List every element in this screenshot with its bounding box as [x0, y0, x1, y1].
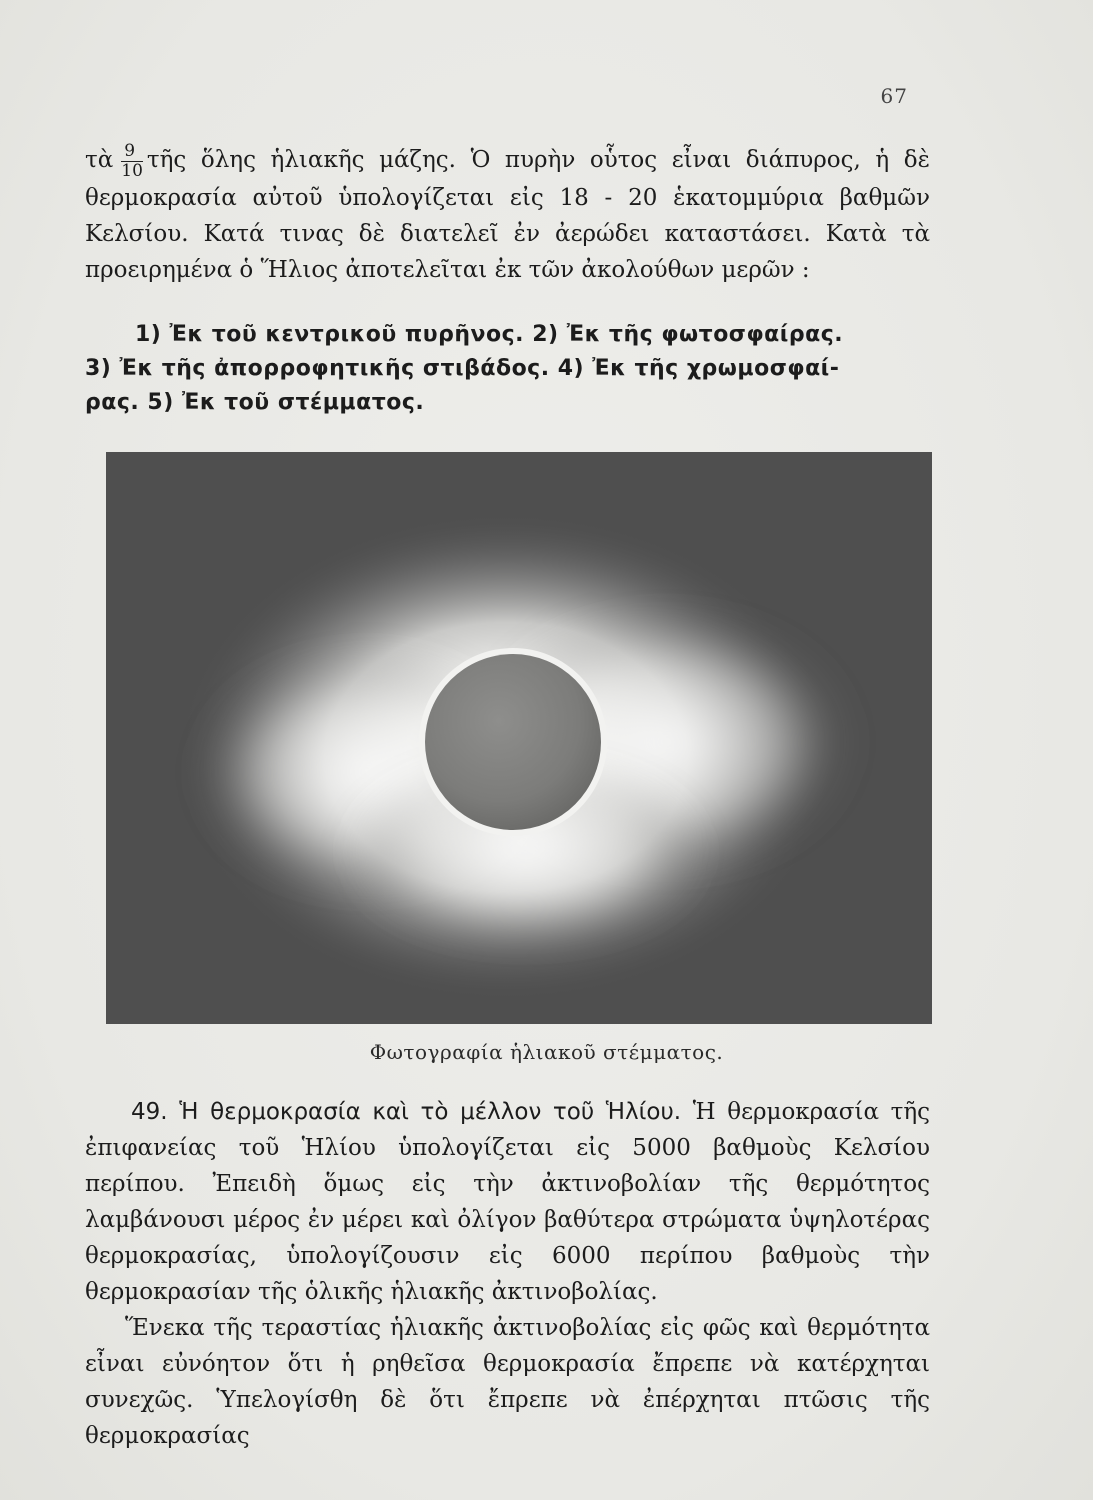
moon-disc [425, 654, 601, 830]
section-number: 49. [131, 1099, 168, 1125]
sun-parts-list [85, 318, 930, 420]
section-text: Ἡ θερμοκρασία τῆς ἐπιφανείας τοῦ Ἡλίου ὑπολογίζεται εἰς 5000 βαθμοὺς Κελσίου περίπου. Ἐπειδὴ ὅμως εἰς τὴν ἀκτινοβολίαν τῆς θερμότητος λαμβάνουσι μέρος ἐν μέρει καὶ ὀλίγον βαθύτερα στρώματα ὑψηλοτέρας θερμοκρασίας, ὑπολογίζουσιν εἰς 6000 περίπου βαθμοὺς τὴν θερμοκρασίαν τῆς ὁλικῆς ἡλιακῆς ἀκτινοβολίας. [85, 1099, 931, 1305]
page-number: 67 [880, 84, 908, 108]
sun-parts-line-1: 1) Ἐκ τοῦ κεντρικοῦ πυρῆνος. 2) Ἐκ τῆς φωτοσφαίρας. [135, 322, 844, 347]
solar-corona-photograph [106, 452, 932, 1024]
intro-lead: τὰ [85, 147, 114, 173]
figure-caption: Φωτογραφία ἡλιακοῦ στέμματος. [369, 1040, 724, 1064]
fraction-numerator: 9 [121, 143, 143, 162]
fraction-denominator: 10 [121, 160, 143, 181]
section-49-paragraph-2 [85, 1310, 930, 1454]
sun-parts-line-2: 3) Ἐκ τῆς ἀπορροφητικῆς στιβάδος. 4) Ἐκ τῆς χρωμοσφαί- [85, 356, 840, 381]
section-heading: Ἡ θερμοκρασία καὶ τὸ μέλλον τοῦ Ἡλίου. [179, 1099, 682, 1125]
intro-text: τῆς ὅλης ἡλιακῆς μάζης. Ὁ πυρὴν οὗτος εἶναι διάπυρος, ἡ δὲ θερμοκρασία αὐτοῦ ὑπολογίζεται εἰς 18 - 20 ἑκατομμύρια βαθμῶν Κελσίου. Κατά τινας δὲ διατελεῖ ἐν ἀερώδει καταστάσει. Κατὰ τὰ προειρημένα ὁ Ἥλιος ἀποτελεῖται ἐκ τῶν ἀκολούθων μερῶν : [85, 147, 930, 283]
fraction [121, 140, 143, 181]
section-49-paragraph [85, 1094, 930, 1310]
section-text-2: Ἕνεκα τῆς τεραστίας ἡλιακῆς ἀκτινοβολίας εἰς φῶς καὶ θερμότητα εἶναι εὐνόητον ὅτι ἡ ρηθεῖσα θερμοκρασία ἔπρεπε νὰ κατέρχηται συνεχῶς. Ὑπελογίσθη δὲ ὅτι ἔπρεπε νὰ ἐπέρχηται πτῶσις τῆς θερμοκρασίας [85, 1315, 930, 1449]
corona-image [106, 452, 932, 1024]
intro-paragraph [85, 142, 930, 288]
sun-parts-line-3: ρας. 5) Ἐκ τοῦ στέμματος. [85, 390, 425, 415]
